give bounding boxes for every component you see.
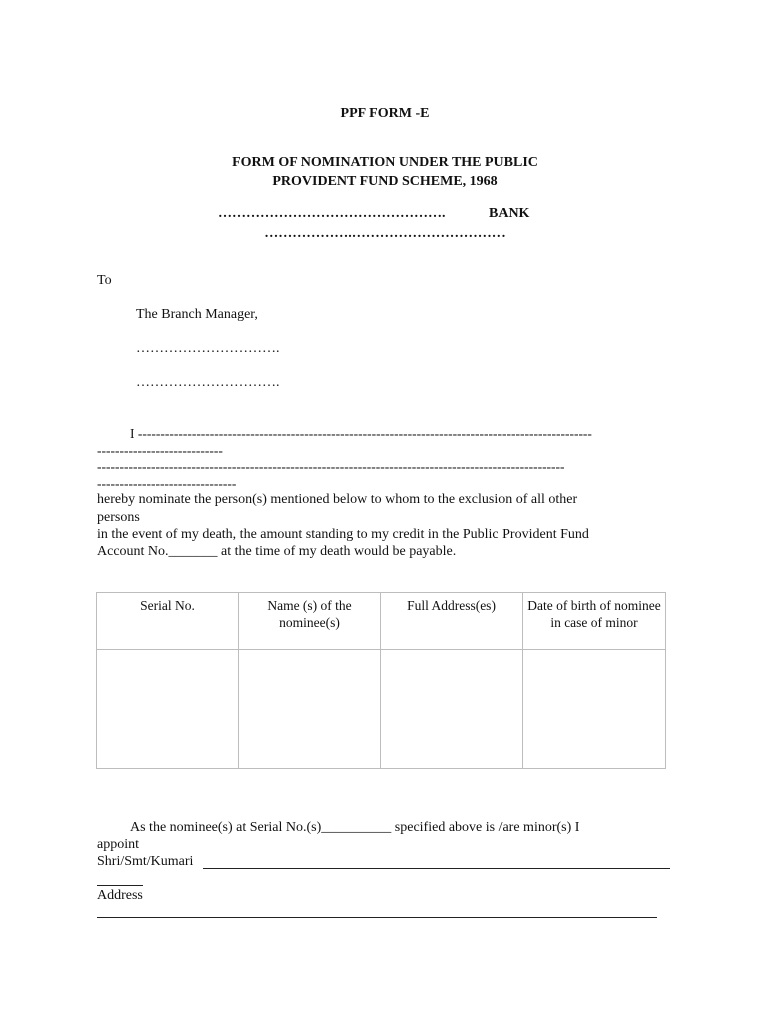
- address-label: Address: [97, 888, 143, 903]
- nomination-text-1: hereby nominate the person(s) mentioned below to whom to the exclusion of all other: [97, 492, 578, 507]
- bank-name-blank: ………………………………………….: [218, 206, 446, 221]
- column-header-serial: Serial No.: [97, 593, 239, 650]
- branch-manager-label: The Branch Manager,: [136, 307, 258, 322]
- table-cell-serial[interactable]: [97, 650, 239, 769]
- table-header-row: [97, 593, 666, 650]
- guardian-address-line[interactable]: [97, 917, 657, 918]
- form-title-line2: PROVIDENT FUND SCHEME, 1968: [272, 174, 498, 189]
- branch-address-line2: ………………………….: [136, 375, 280, 390]
- bank-label: BANK: [489, 206, 530, 221]
- nominee-table: [96, 592, 666, 769]
- guardian-label: Shri/Smt/Kumari: [97, 854, 194, 869]
- applicant-address-blank: --------------------------------------------------------------------------------------------------------: [97, 459, 565, 474]
- table-cell-dob[interactable]: [523, 650, 666, 769]
- nomination-text-4: Account No._______ at the time of my death would be payable.: [97, 544, 457, 559]
- form-id: PPF FORM -E: [340, 106, 430, 121]
- applicant-name-blank: I -----------------------------------------------------------------------------------------------------: [130, 426, 592, 441]
- column-header-name: Name (s) of the nominee(s): [239, 593, 381, 650]
- to-label: To: [97, 273, 112, 288]
- branch-address-line1: ………………………….: [136, 341, 280, 356]
- table-cell-address[interactable]: [381, 650, 523, 769]
- form-title-line1: FORM OF NOMINATION UNDER THE PUBLIC: [232, 155, 538, 170]
- column-header-dob: Date of birth of nominee in case of minor: [523, 593, 666, 650]
- guardian-name-line-cont[interactable]: [97, 885, 143, 886]
- column-header-address: Full Address(es): [381, 593, 523, 650]
- guardian-name-line[interactable]: [203, 868, 670, 869]
- minor-text-1: As the nominee(s) at Serial No.(s)__________ specified above is /are minor(s) I: [130, 820, 580, 835]
- nomination-text-3: in the event of my death, the amount standing to my credit in the Public Provident Fund: [97, 527, 589, 542]
- applicant-name-blank-cont: ----------------------------: [97, 443, 223, 458]
- applicant-address-blank-cont: -------------------------------: [97, 476, 237, 491]
- bank-branch-blank: ……………….……………………………: [264, 226, 506, 241]
- table-row: [97, 650, 666, 769]
- nomination-text-2: persons: [97, 510, 140, 525]
- table-cell-name[interactable]: [239, 650, 381, 769]
- minor-text-2: appoint: [97, 837, 139, 852]
